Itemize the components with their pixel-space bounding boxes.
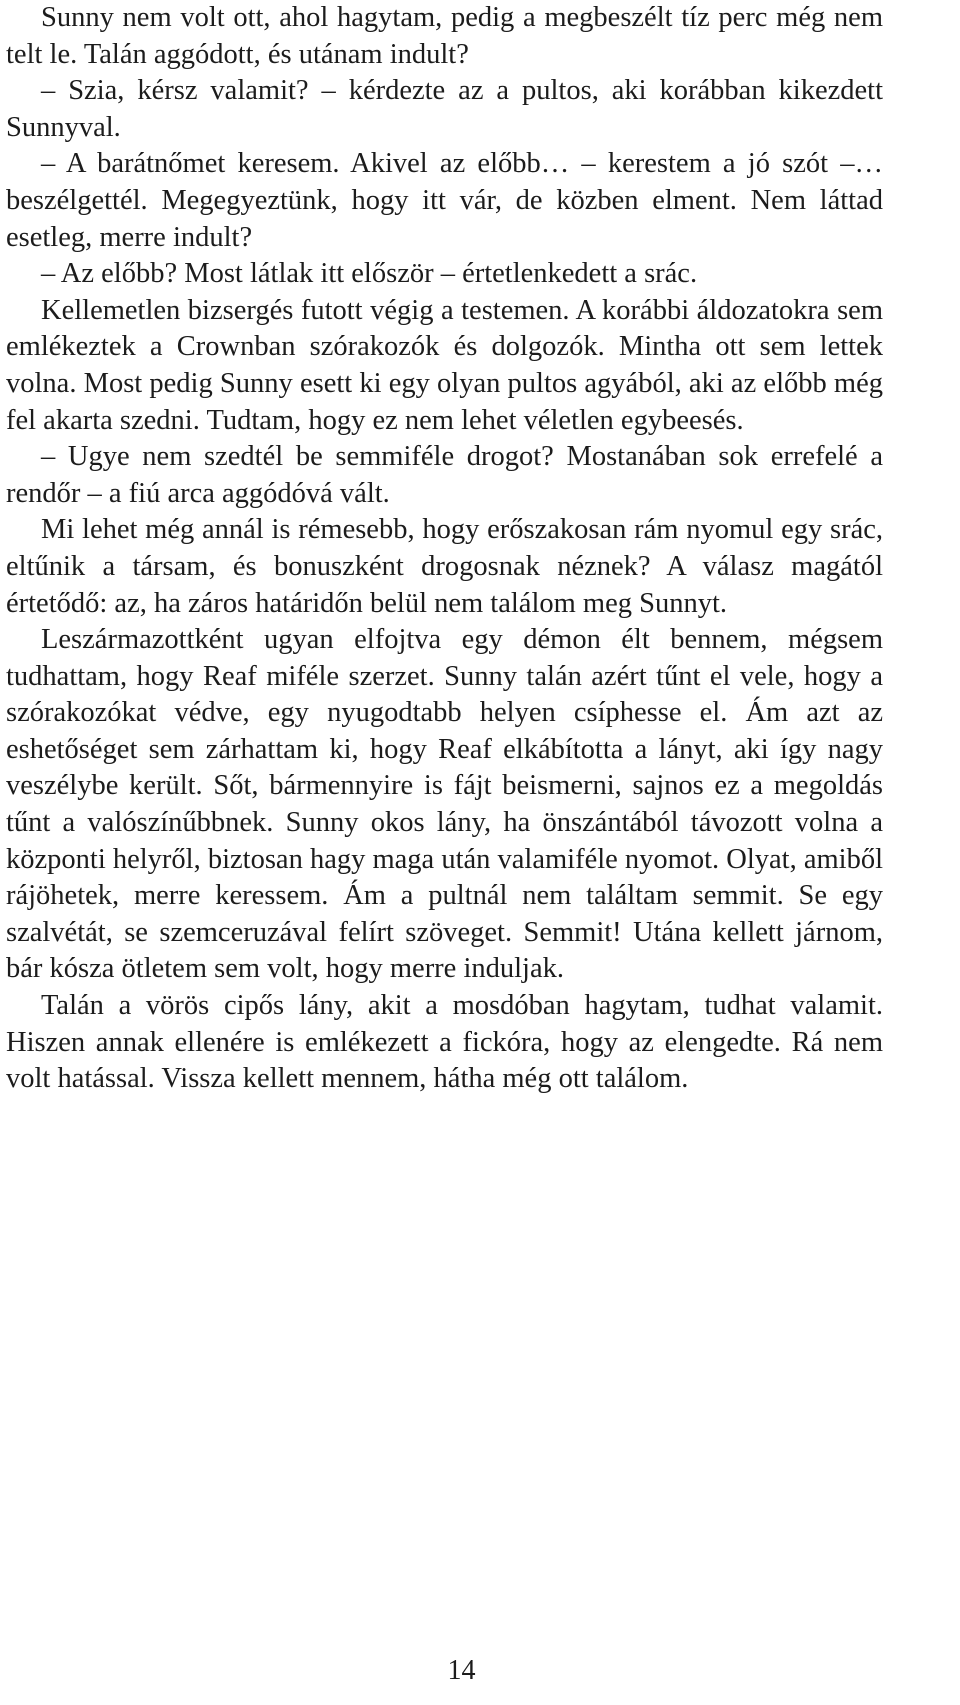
page-number: 14: [447, 1655, 476, 1686]
paragraph-6: – Ugye nem szedtél be semmiféle drogot? Mostanában sok errefelé a rendőr – a fiú arca aggódóvá vált.: [6, 441, 883, 509]
paragraph-7: Mi lehet még annál is rémesebb, hogy erőszakosan rám nyomul egy srác, eltűnik a társam, és bonuszként drogosnak néznek? A válasz magától értetődő: az, ha záros határidőn belül nem találom meg Sunnyt.: [6, 514, 883, 619]
paragraph-5: Kellemetlen bizsergés futott végig a testemen. A korábbi áldozatokra sem emlékeztek a Crownban szórakozók és dolgozók. Mintha ott sem lettek volna. Most pedig Sunny esett ki egy olyan pultos agyából, aki az előbb még fel akarta szedni. Tudtam, hogy ez nem lehet véletlen egybeesés.: [6, 294, 883, 436]
paragraph-3: – A barátnőmet keresem. Akivel az előbb… – kerestem a jó szót –… beszélgettél. Megegyeztünk, hogy itt vár, de közben elment. Nem láttad esetleg, merre indult?: [6, 148, 883, 253]
page-text: [6, 0, 883, 1098]
paragraph-1: Sunny nem volt ott, ahol hagytam, pedig a megbeszélt tíz perc még nem telt le. Talán aggódott, és utánam indult?: [6, 2, 883, 70]
paragraph-8: Leszármazottként ugyan elfojtva egy démon élt bennem, mégsem tudhattam, hogy Reaf miféle szerzet. Sunny talán azért tűnt el vele, hogy a szórakozókat védve, egy nyugodtabb helyen csíphesse el. Ám azt az eshetőséget sem zárhattam ki, hogy Reaf elkábította a lányt, aki így nagy veszélybe került. Sőt, bármennyire is fájt beismerni, sajnos ez a megoldás tűnt a valószínűbbnek. Sunny okos lány, ha önszántából távozott volna a központi helyről, biztosan hagy maga után valamiféle nyomot. Olyat, amiből rájöhetek, merre keressem. Ám a pultnál nem találtam semmit. Se egy szalvétát, se szemceruzával felírt szöveget. Semmit! Utána kellett járnom, bár kósza ötletem sem volt, hogy merre induljak.: [6, 624, 883, 985]
paragraph-4: – Az előbb? Most látlak itt először – értetlenkedett a srác.: [41, 258, 698, 290]
paragraph-9: Talán a vörös cipős lány, akit a mosdóban hagytam, tudhat valamit. Hiszen annak ellenére is emlékezett a fickóra, hogy az elengedte. Rá nem volt hatással. Vissza kellett mennem, hátha még ott találom.: [6, 990, 883, 1095]
paragraph-2: – Szia, kérsz valamit? – kérdezte az a pultos, aki korábban kikezdett Sunnyval.: [6, 75, 883, 143]
